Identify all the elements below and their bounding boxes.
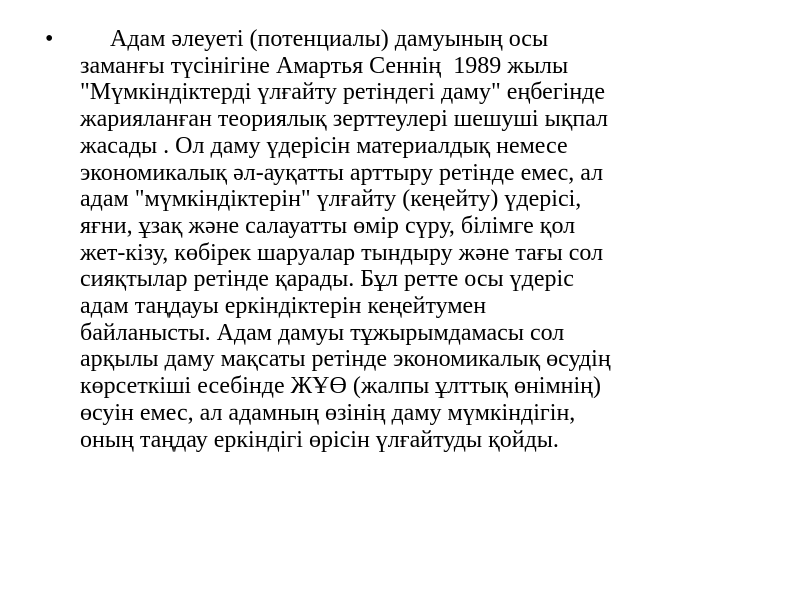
paragraph-line: яғни, ұзақ және салауатты өмір сүру, білімге қол — [80, 212, 576, 239]
paragraph-line: өсуін емес, ал адамның өзінің даму мүмкіндігін, — [80, 399, 576, 426]
paragraph-line: сияқтылар ретінде қарады. Бұл ретте осы үдеріс — [80, 266, 574, 293]
paragraph-line: экономикалық әл-ауқатты арттыру ретінде емес, ал — [80, 159, 604, 186]
bullet-icon: • — [45, 26, 54, 52]
paragraph-line: заманғы түсінігіне Амартья Сеннің 1989 жылы — [80, 52, 569, 79]
paragraph-line: адам таңдауы еркіндіктерін кеңейтумен — [80, 293, 487, 320]
paragraph-text — [80, 26, 770, 453]
paragraph-line: жасады . Ол даму үдерісін материалдық немесе — [80, 132, 568, 159]
paragraph-line: адам "мүмкіндіктерін" үлғайту (кеңейту) үдерісі, — [80, 186, 582, 213]
paragraph-line: "Мүмкіндіктерді үлғайту ретіндегі даму" еңбегінде — [80, 79, 606, 106]
paragraph-line: оның таңдау еркіндігі өрісін үлғайтуды қойды. — [80, 426, 559, 453]
paragraph-line: жет-кізу, көбірек шаруалар тындыру және тағы сол — [80, 239, 604, 266]
paragraph-line: жарияланған теориялық зерттеулері шешуші ықпал — [80, 106, 609, 133]
paragraph-line: байланысты. Адам дамуы тұжырымдамасы сол — [80, 319, 565, 346]
paragraph-line: көрсеткіші есебінде ЖҰӨ (жалпы ұлттық өнімнің) — [80, 373, 601, 400]
paragraph-line: арқылы даму мақсаты ретінде экономикалық өсудің — [80, 346, 611, 373]
paragraph-line: Адам әлеуеті (потенциалы) дамуының осы — [80, 26, 549, 52]
